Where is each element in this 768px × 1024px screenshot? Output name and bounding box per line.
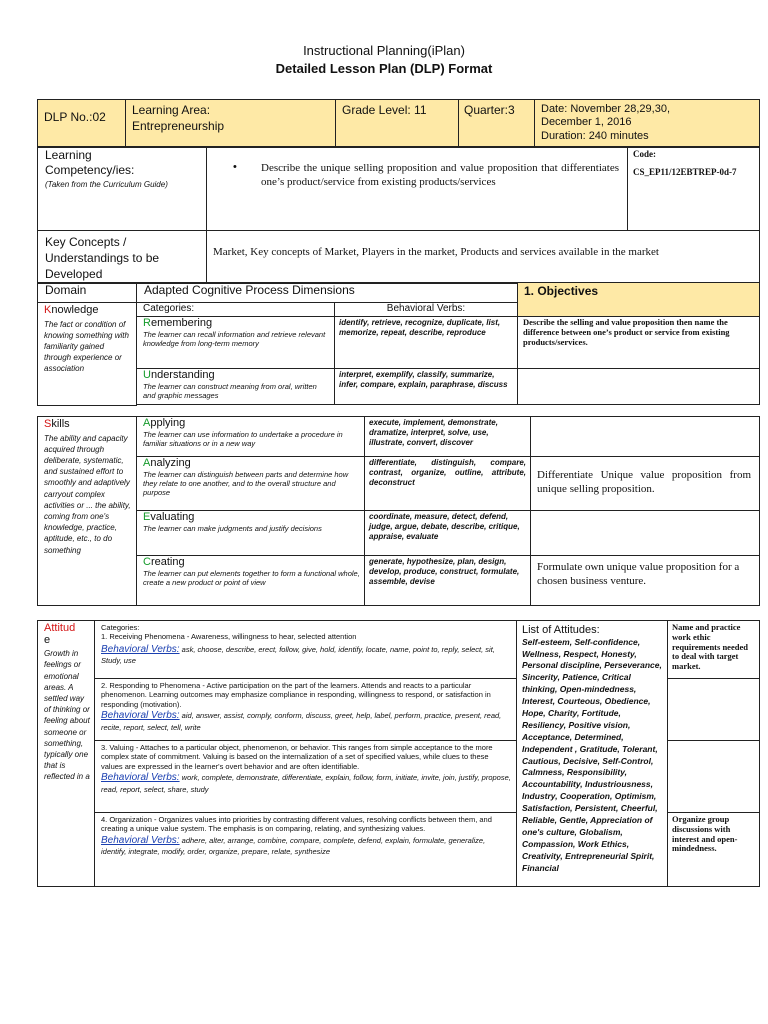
analyzing-verbs: differentiate, distinguish, compare, contrast, organize, outline, attribute, deconstruct [365,457,531,511]
skills-table [37,416,760,606]
category-creating [137,556,365,606]
competency-label-line-2: Competency/ies: [45,162,135,177]
attitude-list-title: List of Attitudes: [522,624,600,636]
category-understanding-title [143,369,330,382]
skills-title [44,418,133,431]
applying-initial: A [143,417,151,429]
quarter: Quarter:3 [459,100,535,148]
attitude-objective-empty-2 [668,741,760,813]
analyzing-objective: Differentiate Unique value proposition from unique selling proposition. [531,457,760,511]
creating-desc: The learner can put elements together to form a functional whole, create a new product or point of view [143,568,360,588]
analyzing-initial: A [143,457,151,469]
remembering-objective: Describe the selling and value proposition then name the difference between one’s product or service from existing products/services. [518,317,760,369]
attitude-objective-empty [668,679,760,741]
verbs-label-3: Behavioral Verbs: [101,772,180,784]
attitude-objective-1: Name and practice work ethic requirements needed to deal with target market. [668,621,760,679]
grade-level: Grade Level: 11 [336,100,459,148]
skills-initial: S [44,418,52,430]
categories-header: Categories: [137,303,335,317]
key-concepts-text: Market, Key concepts of Market, Players in the market, Products and services available in the market [207,231,760,284]
attitude-description: Growth in feelings or emotional areas. A settled way of thinking or feeling about someone or something, typically one that is reflected in a [44,649,90,782]
attitude-category-4 [95,813,517,887]
competency-code: CS_EP11/12EBTREP-0d-7 [633,167,737,178]
code-label: Code: [633,149,656,159]
attitude-item-3-text: 3. Valuing - Attaches to a particular object, phenomenon, or behavior. This ranges from simple acceptance to the more complex state of commitment. Valuing is based on the internalization of a set of specified values, while clues to these values are expressed in the learner's overt behavior and are often identifiable. [101,743,493,771]
attitude-list: Self-esteem, Self-confidence, Wellness, Respect, Honesty, Personal discipline, Perseverance, Sincerity, Patience, Critical thinking, Open-mindedness, Interest, Courteous, Obedience, Hope, Charity, Fortitude, Resiliency, Positive vision, Acceptance, Determined, Independent , Gratitude, Tolerant, Cautious, Decisive, Self-Control, Calmness, Responsibility, Accountability, Industriousness, Industry, Cooperation, Optimism, Satisfaction, Persistent, Cheerful, Reliable, Gentle, Appreciation of one's culture, Globalism, Compassion, Work Ethics, Creativity, Entrepreneurial Spirit, Financial [522,636,662,873]
category-evaluating [137,511,365,556]
attitude-title-rest: e [44,634,51,647]
bullet-icon: • [233,161,237,173]
learning-area-label: Learning Area: [132,103,211,117]
attitude-item-3-verbs [101,772,512,794]
creating-verbs: generate, hypothesize, plan, design, develop, produce, construct, formulate, assemble, devise [365,556,531,606]
verbs-label-1: Behavioral Verbs: [101,643,180,655]
date-line-2: December 1, 2016 [541,116,632,129]
key-concepts-table [37,230,760,284]
remembering-rest: emembering [150,317,213,329]
understanding-desc: The learner can construct meaning from oral, written and graphic messages [143,381,317,401]
knowledge-title-rest: nowledge [51,304,99,316]
analyzing-desc: The learner can distinguish between parts and determine how they relate to one another, and to the overall structure and purpose [143,469,349,498]
evaluating-objective [531,511,760,556]
learning-area [126,100,336,148]
evaluating-initial: E [143,511,151,523]
applying-verbs: execute, implement, demonstrate, dramatize, interpret, solve, use, illustrate, convert, discover [365,417,531,457]
key-concepts-label: Key Concepts / Understandings to be Developed [38,231,207,284]
attitude-table [37,620,760,887]
remembering-desc: The learner can recall information and retrieve relevant knowledge from long-term memory [143,329,326,349]
category-remembering-title [143,317,330,330]
attitude-objective-2: Organize group discussions with interest and open-mindedness. [668,813,760,887]
verbs-text-1: ask, choose, describe, erect, follow, give, hold, identify, locate, name, point to, reply, select, sit, Study, use [101,644,495,666]
attitude-list-cell [517,621,668,887]
competency-text: Describe the unique selling proposition and value proposition that differentiates one’s product/service from existing products/services [261,162,619,189]
verbs-label-4: Behavioral Verbs: [101,834,180,846]
competency-label-line-1: Learning [45,148,92,162]
attitude-item-1-verbs [101,644,512,666]
knowledge-title [44,304,133,317]
category-analyzing-title [143,457,360,470]
category-understanding [137,369,335,405]
creating-initial: C [143,556,151,568]
knowledge-domain-cell [38,303,137,406]
category-creating-title [143,556,360,569]
remembering-initial: R [143,317,151,329]
creating-rest: reating [150,556,185,568]
attitude-initial: Attitud [44,622,76,634]
skills-title-rest: kills [51,418,70,430]
competency-label [38,147,207,231]
domain-header: Domain [38,283,137,303]
attitude-item-4-verbs [101,835,512,857]
evaluating-verbs: coordinate, measure, detect, defend, judge, argue, debate, describe, critique, appraise, evaluate [365,511,531,556]
skills-domain-cell [38,417,137,606]
applying-objective [531,417,760,457]
category-evaluating-title [143,511,360,524]
competency-note: (Taken from the Curriculum Guide) [45,179,168,189]
remembering-verbs: identify, retrieve, recognize, duplicate, list, memorize, repeat, describe, reproduce [335,317,518,369]
lesson-date [535,100,760,148]
lesson-info-table [37,99,760,148]
dlp-number: DLP No.:02 [38,100,126,148]
dimensions-header: Adapted Cognitive Process Dimensions [137,283,518,303]
analyzing-rest: nalyzing [150,457,191,469]
evaluating-rest: valuating [150,511,195,523]
verbs-text-3: work, complete, demonstrate, differentiate, explain, follow, form, initiate, invite, join, justify, propose, read, report, select, share, study [101,773,511,794]
attitude-title [44,622,91,646]
attitude-item-1-text: 1. Receiving Phenomena - Awareness, willingness to hear, selected attention [101,632,357,642]
verbs-text-2: aid, answer, assist, comply, conform, discuss, greet, help, label, perform, practice, present, read, recite, report, select, tell, write [101,711,502,732]
date-line-1: Date: November 28,29,30, [541,103,671,115]
attitude-categories-label: Categories: [101,623,140,632]
skills-description: The ability and capacity acquired through deliberate, systematic, and sustained effort to smoothly and adaptively carryout complex activities or ... the ability, coming from one's knowledge, practice, aptitude, etc., to do something [44,433,131,555]
applying-rest: pplying [150,417,186,429]
category-applying-title [143,417,360,430]
document-subtitle: Detailed Lesson Plan (DLP) Format [275,61,493,76]
knowledge-description: The fact or condition of knowing something with familiarity gained through experience or association [44,319,129,374]
attitude-category-1 [95,621,517,679]
verbs-text-4: adhere, alter, arrange, combine, compare, complete, defend, explain, formulate, generalize, identify, integrate, modify, order, organize, prepare, relate, synthesize [101,835,486,857]
attitude-domain-cell [38,621,95,887]
creating-objective: Formulate own unique value proposition for a chosen business venture. [531,556,760,606]
understanding-rest: nderstanding [150,369,215,381]
understanding-initial: U [143,369,151,381]
category-remembering [137,317,335,369]
knowledge-initial: K [44,304,52,316]
learning-area-value: Entrepreneurship [132,118,225,133]
attitude-item-2-verbs [101,710,512,732]
attitude-item-4-text: 4. Organization - Organizes values into priorities by contrasting different values, resolving conflicts between them, and creating a unique value system. The emphasis is on comparing, relating, and synthesizing values. [101,815,492,834]
attitude-category-3 [95,741,517,813]
competency-table [37,146,760,231]
document-title: Instructional Planning(iPlan) [303,43,465,58]
category-applying [137,417,365,457]
competency-code-cell [628,147,760,231]
evaluating-desc: The learner can make judgments and justify decisions [143,523,322,533]
competency-text-cell [207,147,628,231]
verbs-header: Behavioral Verbs: [335,303,518,317]
objectives-header: 1. Objectives [518,283,760,317]
understanding-verbs: interpret, exemplify, classify, summarize, infer, compare, explain, paraphrase, discuss [335,369,518,405]
attitude-item-2-text: 2. Responding to Phenomena - Active participation on the part of the learners. Attends and reacts to a particular phenomenon. Learning outcomes may emphasize compliance in responding, willingness to respond, or satisfaction in responding (motivation). [101,681,491,709]
attitude-category-2 [95,679,517,741]
knowledge-table [37,282,760,406]
applying-desc: The learner can use information to undertake a procedure in familiar situations or in a new way [143,429,343,449]
verbs-label-2: Behavioral Verbs: [101,710,180,722]
category-analyzing [137,457,365,511]
duration: Duration: 240 minutes [541,129,649,142]
understanding-objective [518,369,760,405]
